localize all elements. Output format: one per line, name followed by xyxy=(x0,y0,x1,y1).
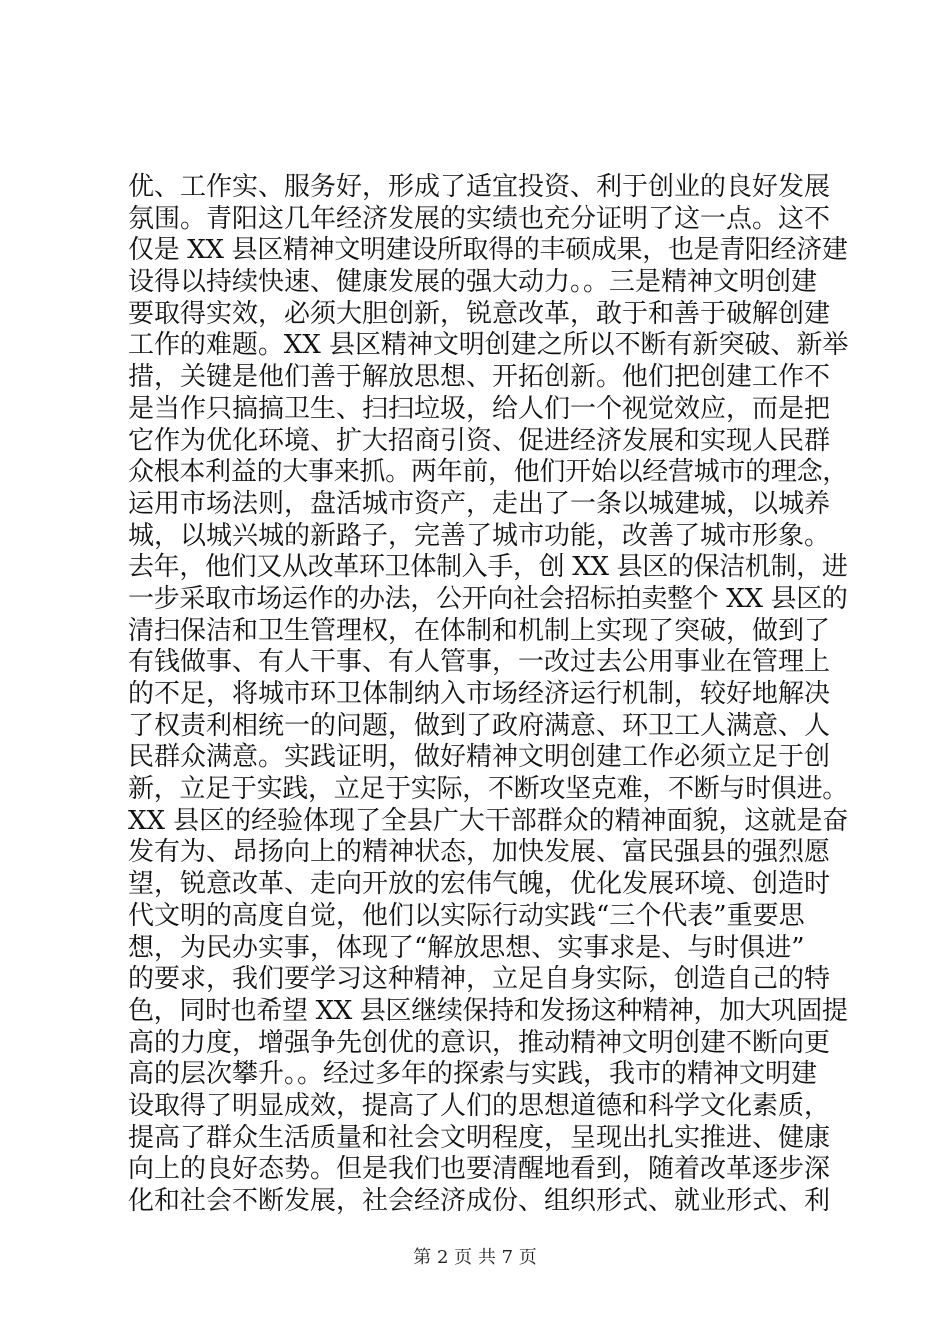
text-line: 运用市场法则，盘活城市资产，走出了一条以城建城，以城养 xyxy=(128,488,831,519)
text-line: 望，锐意改革、走向开放的宏伟气魄，优化发展环境、创造时 xyxy=(128,869,831,900)
text-line: 了权责利相统一的问题，做到了政府满意、环卫工人满意、人 xyxy=(128,710,831,741)
text-line: 氛围。青阳这几年经济发展的实绩也充分证明了这一点。这不 xyxy=(128,203,831,234)
text-line: 代文明的高度自觉，他们以实际行动实践“三个代表”重要思 xyxy=(128,900,805,931)
text-line: 工作的难题。XX 县区精神文明创建之所以不断有新突破、新举 xyxy=(128,330,849,361)
text-line: 设取得了明显成效，提高了人们的思想道德和科学文化素质， xyxy=(128,1090,831,1121)
text-line: 色，同时也希望 XX 县区继续保持和发扬这种精神，加大巩固提 xyxy=(128,995,848,1026)
text-line: 一步采取市场运作的办法，公开向社会招标拍卖整个 XX 县区的 xyxy=(128,583,848,614)
text-line: 要取得实效，必须大胆创新，锐意改革，敢于和善于破解创建 xyxy=(128,298,831,329)
text-line: 有钱做事、有人干事、有人管事，一改过去公用事业在管理上 xyxy=(128,647,831,678)
text-line: 措，关键是他们善于解放思想、开拓创新。他们把创建工作不 xyxy=(128,362,831,393)
text-line: 它作为优化环境、扩大招商引资、促进经济发展和实现人民群 xyxy=(128,425,831,456)
text-line: 清扫保洁和卫生管理权，在体制和机制上实现了突破，做到了 xyxy=(128,615,831,646)
text-line: 新，立足于实践，立足于实际，不断攻坚克难，不断与时俱进。 xyxy=(128,774,849,805)
text-line: 设得以持续快速、健康发展的强大动力。。三是精神文明创建 xyxy=(128,267,818,298)
text-line: 的要求，我们要学习这种精神，立足自身实际，创造自己的特 xyxy=(128,964,831,995)
text-line: 提高了群众生活质量和社会文明程度，呈现出扎实推进、健康 xyxy=(128,1122,831,1153)
text-line: 优、工作实、服务好，形成了适宜投资、利于创业的良好发展 xyxy=(128,172,831,202)
text-line: XX 县区的经验体现了全县广大干部群众的精神面貌，这就是奋 xyxy=(128,805,849,836)
text-line: 化和社会不断发展，社会经济成份、组织形式、就业形式、利 xyxy=(128,1186,831,1216)
text-line: 民群众满意。实践证明，做好精神文明创建工作必须立足于创 xyxy=(128,742,831,773)
page-footer: 第 2 页 共 7 页 xyxy=(413,1247,537,1268)
text-line: 去年，他们又从改革环卫体制入手，创 XX 县区的保洁机制，进 xyxy=(128,552,848,583)
text-line: 高的力度，增强争先创优的意识，推动精神文明创建不断向更 xyxy=(128,1027,831,1058)
text-line: 发有为、昂扬向上的精神状态，加快发展、富民强县的强烈愿 xyxy=(128,837,831,868)
text-line: 高的层次攀升。。经过多年的探索与实践，我市的精神文明建 xyxy=(128,1059,818,1090)
text-line: 众根本利益的大事来抓。两年前，他们开始以经营城市的理念， xyxy=(128,457,849,488)
text-line: 想，为民办实事，体现了“解放思想、实事求是、与时俱进” xyxy=(128,932,805,963)
text-line: 的不足，将城市环卫体制纳入市场经济运行机制，较好地解决 xyxy=(128,679,831,709)
text-line: 城，以城兴城的新路子，完善了城市功能，改善了城市形象。 xyxy=(128,520,831,551)
text-line: 仅是 XX 县区精神文明建设所取得的丰硕成果，也是青阳经济建 xyxy=(128,235,848,266)
text-line: 是当作只搞搞卫生、扫扫垃圾，给人们一个视觉效应，而是把 xyxy=(128,393,831,424)
text-line: 向上的良好态势。但是我们也要清醒地看到，随着改革逐步深 xyxy=(128,1154,831,1185)
body-text xyxy=(128,172,848,1218)
